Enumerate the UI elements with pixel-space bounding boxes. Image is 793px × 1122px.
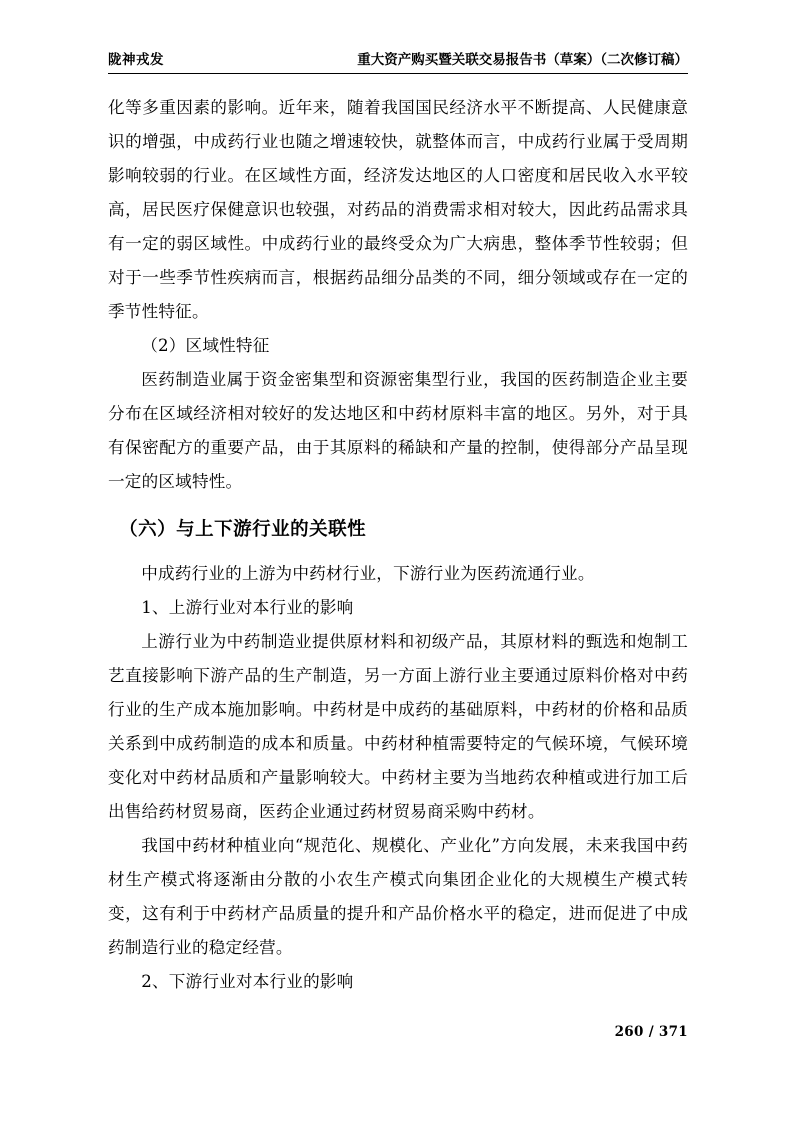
paragraph-upstream-downstream-intro: 中成药行业的上游为中药材行业，下游行业为医药流通行业。 [141,564,595,583]
page-header [108,48,688,72]
page-footer [108,1024,688,1040]
header-company-name: 陇神戎发 [108,52,164,68]
paragraph-downstream-subheading: 2、下游行业对本行业的影响 [141,972,354,991]
paragraph-upstream-body: 上游行业为中药制造业提供原材料和初级产品，其原材料的甄选和炮制工艺直接影响下游产品的生产制造，另一方面上游行业主要通过原料价格对中药行业的生产成本施加影响。中药材是中成药的基础原料，中药材的价格和品质关系到中成药制造的成本和质量。中药材种植需要特定的气候环境，气候环境变化对中药材品质和产量影响较大。中药材主要为当地药农种植或进行加工后出售给药材贸易商，医药企业通过药材贸易商采购中药材。 [108,632,688,821]
header-report-title: 重大资产购买暨关联交易报告书（草案）（二次修订稿） [357,52,688,68]
paragraph-regional-body: 医药制造业属于资金密集型和资源密集型行业，我国的医药制造企业主要分布在区域经济相对较好的发达地区和中药材原料丰富的地区。另外，对于具有保密配方的重要产品，由于其原料的稀缺和产量的控制，使得部分产品呈现一定的区域特性。 [108,370,688,491]
paragraph-continued: 化等多重因素的影响。近年来，随着我国国民经济水平不断提高、人民健康意识的增强，中成药行业也随之增速较快，就整体而言，中成药行业属于受周期影响较弱的行业。在区域性方面，经济发达地区的人口密度和居民收入水平较高，居民医疗保健意识也较强，对药品的消费需求相对较大，因此药品需求具有一定的弱区域性。中成药行业的最终受众为广大病患，整体季节性较弱；但对于一些季节性疾病而言，根据药品细分品类的不同，细分领域或存在一定的季节性特征。 [108,98,688,321]
page-content [108,48,688,999]
section-heading-six: （六）与上下游行业的关联性 [119,519,367,540]
paragraph-planting-body: 我国中药材种植业向“规范化、规模化、产业化”方向发展，未来我国中药材生产模式将逐渐由分散的小农生产模式向集团企业化的大规模生产模式转变，这有利于中药材产品质量的提升和产品价格水平的稳定，进而促进了中成药制造行业的稳定经营。 [108,836,688,957]
page-number: 260 / 371 [614,1024,688,1040]
paragraph-upstream-subheading: 1、上游行业对本行业的影响 [141,598,354,617]
header-divider [108,73,688,74]
paragraph-regional-heading: （2）区域性特征 [141,336,270,355]
